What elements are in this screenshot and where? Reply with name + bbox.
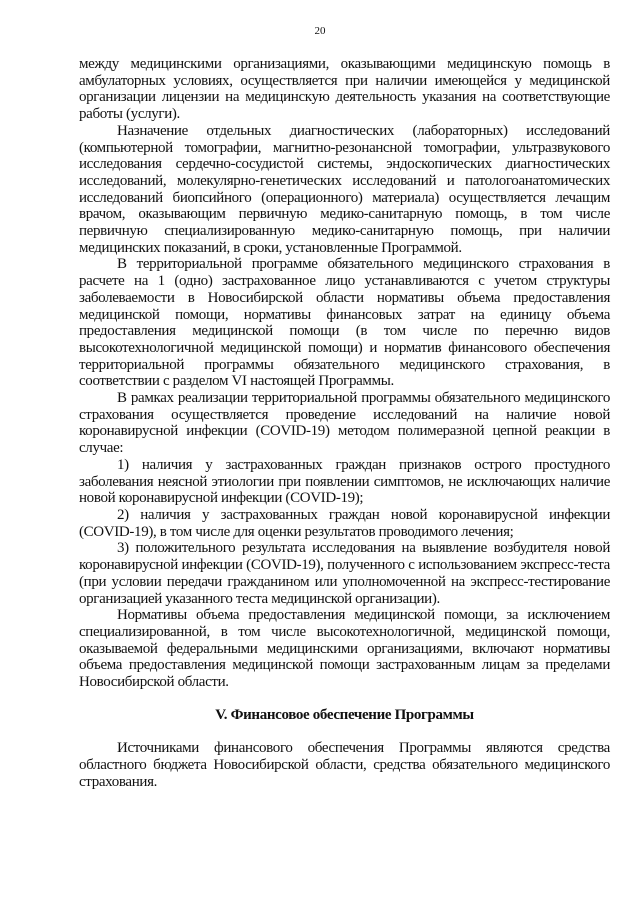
paragraph-volume-norms: Нормативы объема предоставления медицинской помощи, за исключением специализированной, в том числе высокотехнологичной, медицинской помощи, оказываемой федеральными медицинскими организациями, включают нормативы объема предоставления медицинской помощи застрахованным лицам за пределами Новосибирской области.	[79, 607, 610, 691]
section-heading: V. Финансовое обеспечение Программы	[215, 706, 474, 723]
paragraph-covid-testing: В рамках реализации территориальной программы обязательного медицинского страхования осуществляется проведение исследований на наличие новой коронавирусной инфекции (COVID-19) методом полимеразной цепной реакции в случае:	[79, 390, 610, 457]
document-body	[79, 56, 610, 791]
paragraph-continuation: между медицинскими организациями, оказывающими медицинскую помощь в амбулаторных условиях, осуществляется при наличии имеющейся у медицинской организации лицензии на медицинскую деятельность указания на соответствующие работы (услуги).	[79, 56, 610, 123]
list-item-3: 3) положительного результата исследования на выявление возбудителя новой коронавирусной инфекции (COVID-19), полученного с использованием экспресс-теста (при условии передачи гражданином или уполномоченной на экспресс-тестирование организацией указанного теста медицинской организации).	[79, 540, 610, 607]
list-item-1: 1) наличия у застрахованных граждан признаков острого простудного заболевания неясной этиологии при появлении симптомов, не исключающих наличие новой коронавирусной инфекции (COVID-19);	[79, 456, 610, 507]
page-number: 20	[314, 25, 326, 37]
paragraph-diagnostics: Назначение отдельных диагностических (лабораторных) исследований (компьютерной томографии, магнитно-резонансной томографии, ультразвукового исследования сердечно-сосудистой системы, эндоскопических диагностических исследований, молекулярно-генетических исследований и патологоанатомических исследований биопсийного (операционного) материала) осуществляется лечащим врачом, оказывающим первичную медико-санитарную помощь, в том числе первичную специализированную медико-санитарную помощь, при наличии медицинских показаний, в сроки, установленные Программой.	[79, 122, 610, 256]
list-item-2: 2) наличия у застрахованных граждан новой коронавирусной инфекции (COVID-19), в том числе для оценки результатов проводимого лечения;	[79, 506, 610, 540]
paragraph-territorial-program: В территориальной программе обязательного медицинского страхования в расчете на 1 (одно) застрахованное лицо устанавливаются с учетом структуры заболеваемости в Новосибирской области нормативы объема предоставления медицинской помощи, нормативы финансовых затрат на единицу объема предоставления медицинской помощи (в том числе по перечню видов высокотехнологичной медицинской помощи) и норматив финансового обеспечения территориальной программы обязательного медицинского страхования, в соответствии с разделом VI настоящей Программы.	[79, 256, 610, 390]
paragraph-funding-sources: Источниками финансового обеспечения Программы являются средства областного бюджета Новосибирской области, средства обязательного медицинского страхования.	[79, 740, 610, 790]
